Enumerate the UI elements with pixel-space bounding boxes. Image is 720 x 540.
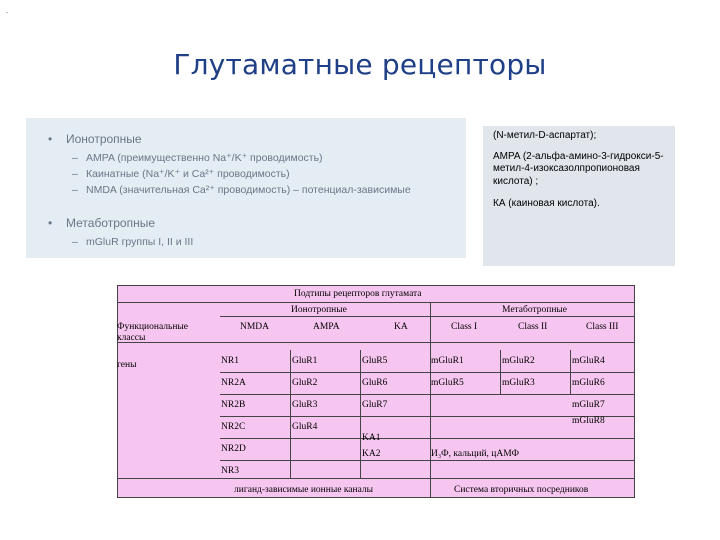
note-ampa: AMPA (2-альфа-амино-3-гидрокси-5-метил-4-изоксазолпропионовая кислота) ;	[493, 150, 664, 187]
item-metabotropic: Метаботропные	[66, 216, 155, 230]
col-nmda: NMDA	[240, 322, 270, 332]
col-class-1: Class I	[451, 322, 478, 332]
dash-icon: –	[72, 184, 78, 196]
glutamate-subtypes-table	[117, 285, 635, 498]
abbreviations-box	[483, 126, 675, 266]
gene-nmda: NR2A	[221, 378, 246, 388]
footer-ionotropic: лиганд-зависимые ионные каналы	[234, 485, 374, 495]
col-ka: KA	[394, 322, 408, 332]
gene-ampa: GluR4	[292, 422, 318, 432]
sub-item-nmda: NMDA (значительная Ca²⁺ проводимость) – потенциал-зависимые	[86, 184, 411, 196]
gene-nmda: NR2D	[221, 444, 246, 454]
gene-ka: GluR6	[362, 378, 388, 388]
gene-ampa: GluR2	[292, 378, 318, 388]
col-class-2: Class II	[518, 322, 548, 332]
dash-icon: –	[72, 152, 78, 164]
row-genes: гены	[117, 360, 137, 370]
gene-class-2: mGluR2	[502, 356, 535, 366]
gene-class-1: mGluR1	[431, 356, 464, 366]
gene-class-3: mGluR7	[572, 400, 605, 410]
second-messengers: И₃Ф, кальций, цАМФ	[431, 449, 520, 459]
gene-nmda: NR2C	[221, 422, 246, 432]
gene-ka: KA2	[362, 449, 381, 459]
footer-metabotropic: Система вторичных посредников	[454, 485, 589, 495]
receptor-types-panel	[26, 118, 466, 258]
bullet-icon: •	[48, 132, 53, 146]
note-ka: КА (каиновая кислота).	[493, 198, 600, 209]
group-ionotropic: Ионотропные	[291, 305, 347, 315]
item-ionotropic: Ионотропные	[66, 132, 142, 146]
sub-item-ampa: AMPA (преимущественно Na⁺/K⁺ проводимость)	[86, 152, 323, 164]
dash-icon: –	[72, 168, 78, 180]
gene-nmda: NR2B	[221, 400, 246, 410]
gene-class-3: mGluR6	[572, 378, 605, 388]
gene-class-2: mGluR3	[502, 378, 535, 388]
col-ampa: AMPA	[313, 322, 340, 332]
gene-class-3: mGluR4	[572, 356, 605, 366]
gene-ka: GluR5	[362, 356, 388, 366]
col-class-3: Class III	[586, 322, 619, 332]
dash-icon: –	[72, 236, 78, 248]
row-functional-classes: Функциональные классы	[117, 322, 189, 343]
sub-item-mglur: mGluR группы I, II и III	[86, 236, 194, 248]
sub-item-kainate: Каинатные (Na⁺/K⁺ и Ca²⁺ проводимость)	[86, 168, 290, 180]
gene-ampa: GluR1	[292, 356, 318, 366]
gene-nmda: NR3	[221, 466, 239, 476]
gene-ka: GluR7	[362, 400, 388, 410]
gene-ampa: GluR3	[292, 400, 318, 410]
gene-nmda: NR1	[221, 356, 239, 366]
gene-ka: KA1	[362, 433, 381, 443]
slide-title: Глутаматные рецепторы	[173, 48, 547, 81]
corner-mark: .	[6, 6, 9, 15]
gene-class-1: mGluR5	[431, 378, 464, 388]
bullet-icon: •	[48, 216, 53, 230]
gene-class-3: mGluR8	[572, 416, 605, 426]
note-nmda: (N-метил-D-аспартат);	[493, 130, 597, 141]
group-metabotropic: Метаботропные	[502, 305, 568, 315]
table-caption: Подтипы рецепторов глутамата	[294, 289, 422, 299]
